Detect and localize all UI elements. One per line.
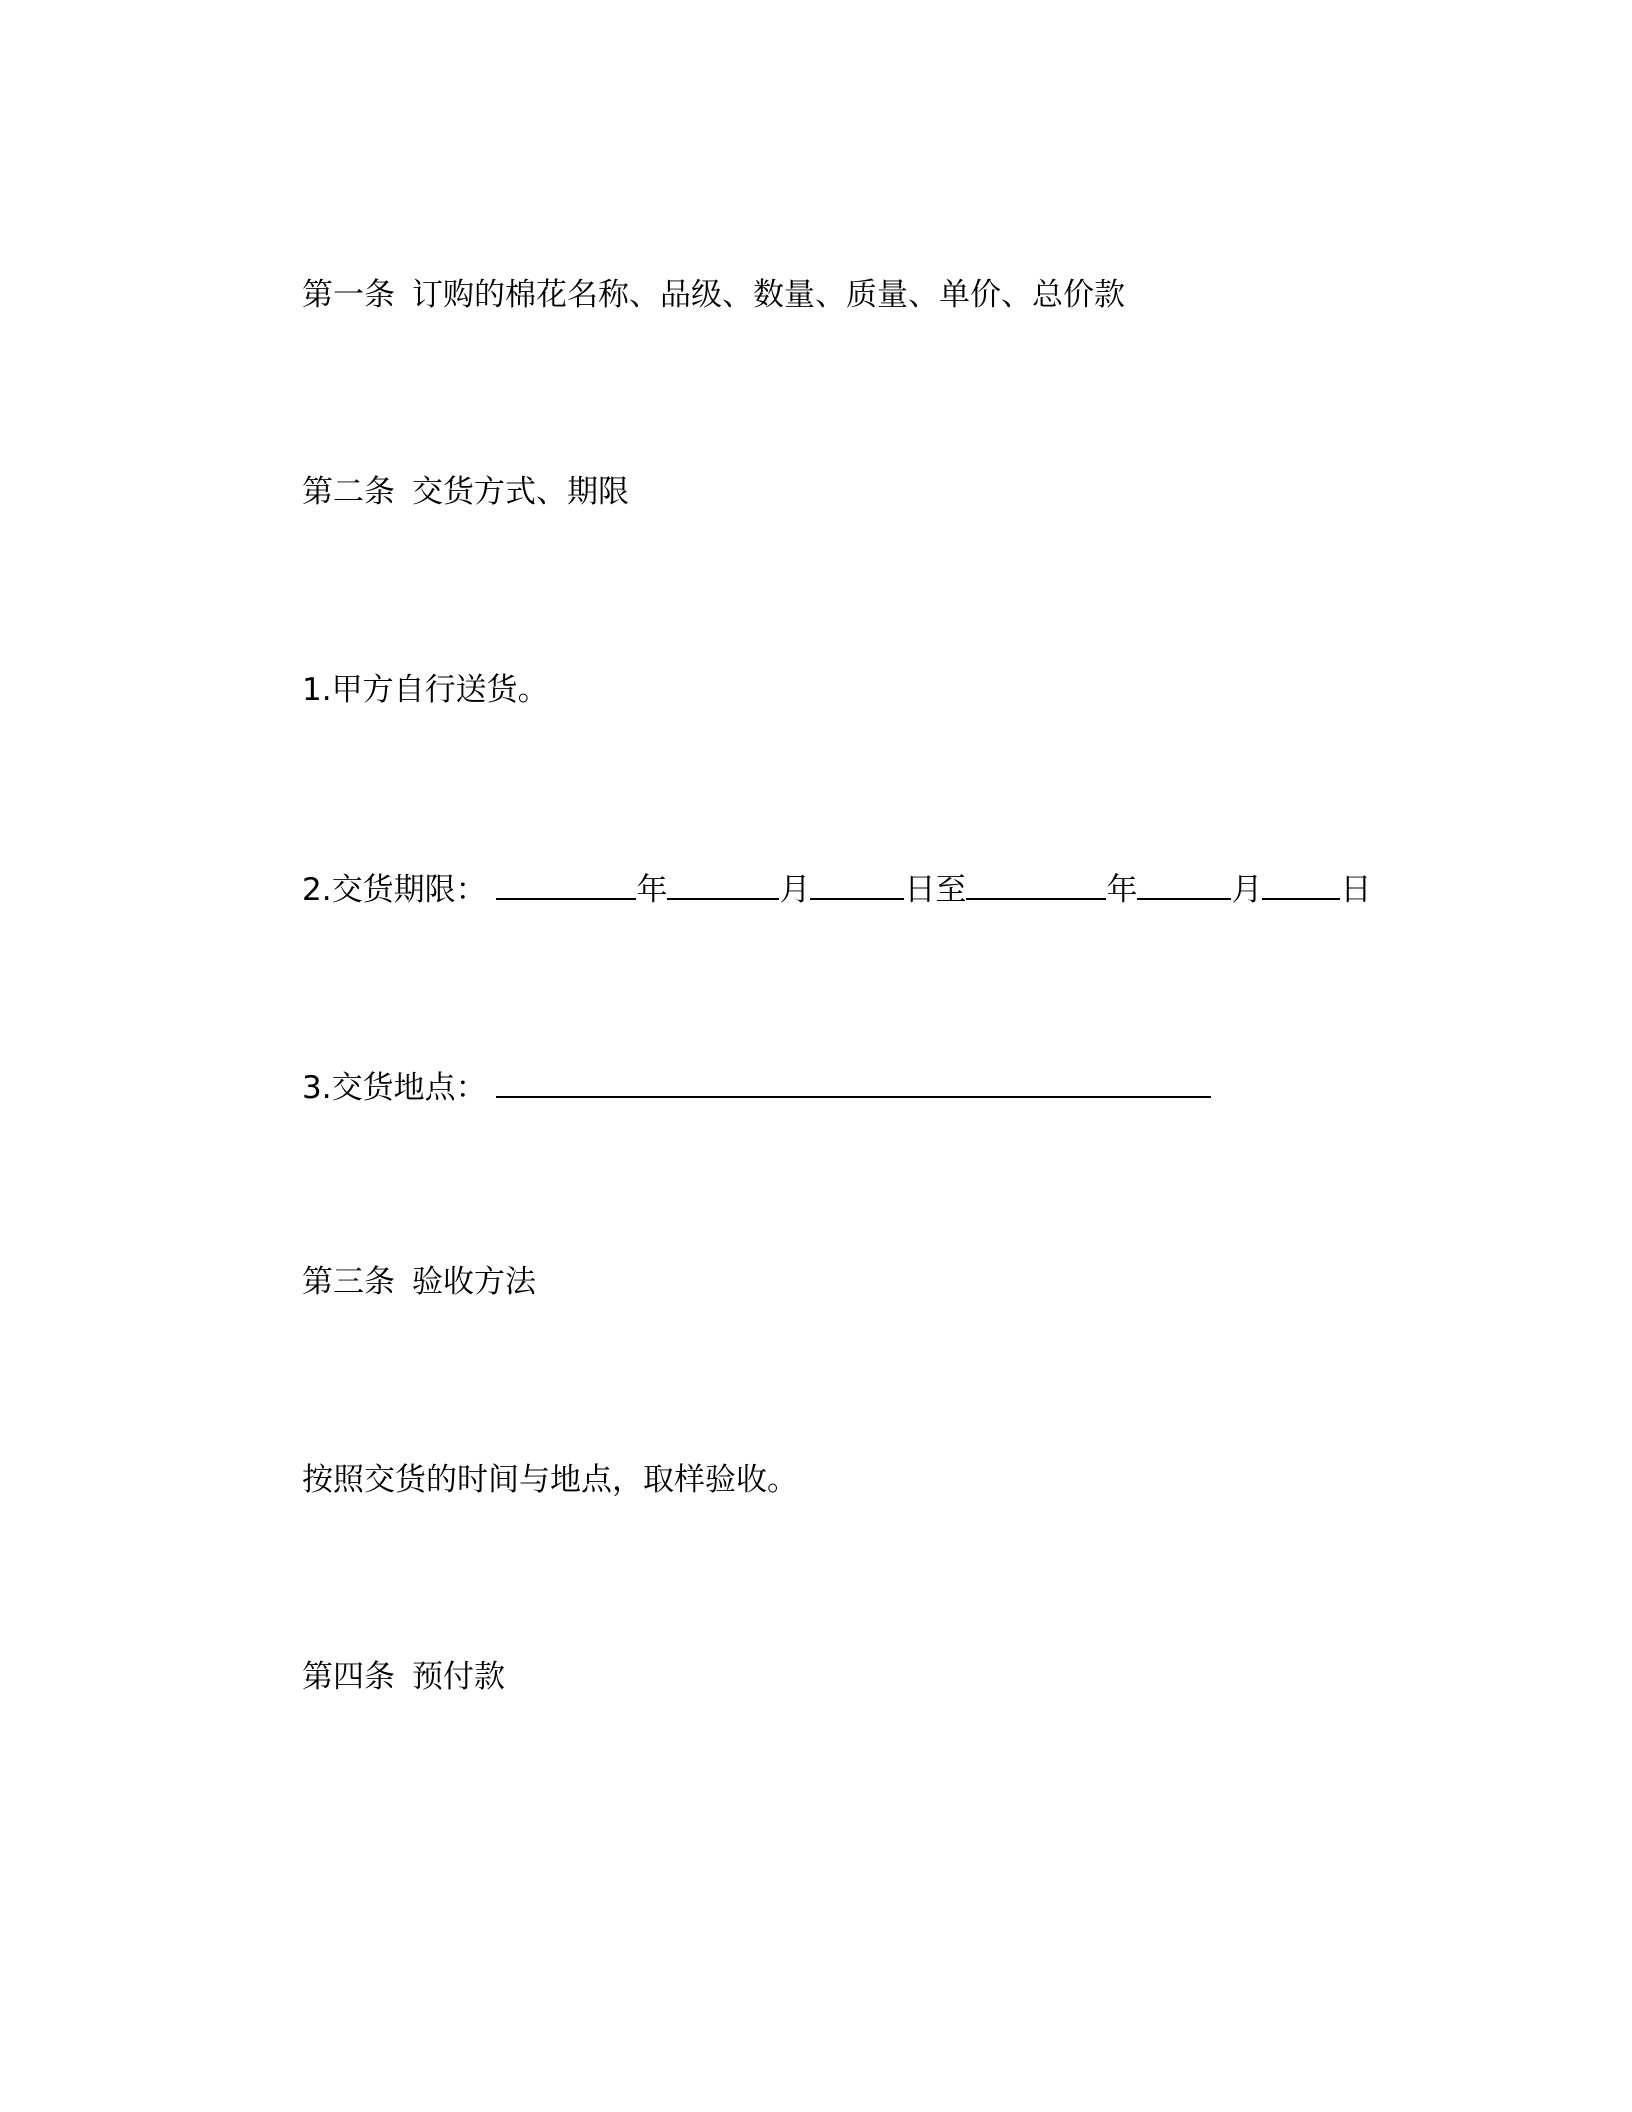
delivery-place-blank[interactable] xyxy=(496,1066,1211,1098)
inspection-text: 按照交货的时间与地点，取样验收。 xyxy=(302,1462,798,1498)
article-3-label: 第三条 xyxy=(302,1264,395,1300)
article-2-heading xyxy=(302,472,629,512)
article-1-title: 订购的棉花名称、品级、数量、质量、单价、总价款 xyxy=(412,277,1125,313)
article-1-heading xyxy=(302,275,1125,315)
start-month-unit: 月 xyxy=(779,872,811,908)
inspection-paragraph xyxy=(302,1460,798,1500)
item-1-self-delivery xyxy=(302,670,549,710)
start-day-to: 日至 xyxy=(904,872,967,908)
item-3-delivery-place xyxy=(302,1066,1211,1108)
end-month-blank[interactable] xyxy=(1137,868,1231,900)
start-year-blank[interactable] xyxy=(496,868,636,900)
item-1-text: 1.甲方自行送货。 xyxy=(302,672,549,708)
item-2-label: 2.交货期限： xyxy=(302,872,487,908)
article-2-label: 第二条 xyxy=(302,474,395,510)
article-2-title: 交货方式、期限 xyxy=(412,474,629,510)
article-3-heading xyxy=(302,1262,536,1302)
item-2-delivery-period xyxy=(302,868,1371,910)
article-4-heading xyxy=(302,1657,505,1697)
end-day-unit: 日 xyxy=(1340,872,1372,908)
article-1-label: 第一条 xyxy=(302,277,395,313)
article-3-title: 验收方法 xyxy=(412,1264,536,1300)
start-year-unit: 年 xyxy=(636,872,668,908)
end-year-unit: 年 xyxy=(1106,872,1138,908)
start-month-blank[interactable] xyxy=(667,868,779,900)
article-4-label: 第四条 xyxy=(302,1659,395,1695)
end-month-unit: 月 xyxy=(1231,872,1263,908)
start-day-blank[interactable] xyxy=(810,868,904,900)
article-4-title: 预付款 xyxy=(412,1659,505,1695)
end-year-blank[interactable] xyxy=(966,868,1106,900)
item-3-label: 3.交货地点： xyxy=(302,1070,487,1106)
end-day-blank[interactable] xyxy=(1262,868,1340,900)
